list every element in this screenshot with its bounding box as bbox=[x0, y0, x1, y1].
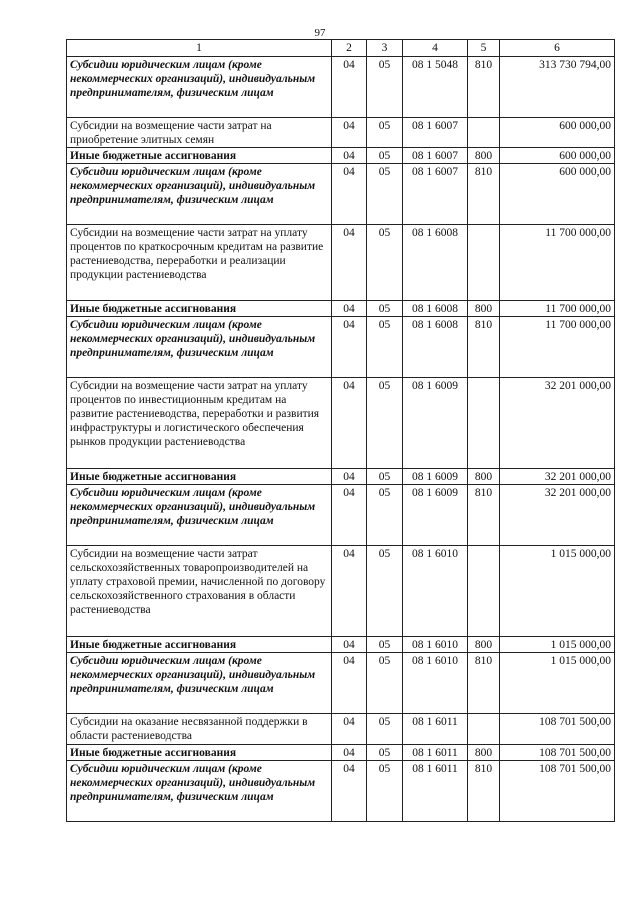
row-name-cell: Субсидии на возмещение части затрат на уплату процентов по инвестиционным кредитам на развитие растениеводства, переработки и развития инфраструктуры и логистического обеспечения рынков продукции растениеводства bbox=[67, 378, 332, 469]
column-header: 5 bbox=[468, 40, 500, 57]
row-name-cell: Субсидии юридическим лицам (кроме некоммерческих организаций), индивидуальным предпринимателям, физическим лицам bbox=[67, 317, 332, 378]
row-section-cell: 04 bbox=[332, 546, 367, 637]
row-expense-type-cell: 810 bbox=[468, 164, 500, 225]
row-name-cell: Субсидии на возмещение части затрат на приобретение элитных семян bbox=[67, 118, 332, 148]
row-expense-type-cell bbox=[468, 118, 500, 148]
row-target-code-cell: 08 1 6010 bbox=[403, 637, 468, 653]
column-header: 3 bbox=[367, 40, 403, 57]
row-target-code-cell: 08 1 6007 bbox=[403, 118, 468, 148]
row-target-code-cell: 08 1 6007 bbox=[403, 148, 468, 164]
row-section-cell: 04 bbox=[332, 745, 367, 761]
row-name-cell: Субсидии на оказание несвязанной поддержки в области растениеводства bbox=[67, 714, 332, 745]
row-amount-cell: 1 015 000,00 bbox=[500, 546, 615, 637]
row-expense-type-cell: 810 bbox=[468, 653, 500, 714]
row-name-cell: Субсидии юридическим лицам (кроме некоммерческих организаций), индивидуальным предпринимателям, физическим лицам bbox=[67, 164, 332, 225]
table-row bbox=[67, 148, 615, 164]
row-expense-type-cell: 800 bbox=[468, 745, 500, 761]
row-section-cell: 04 bbox=[332, 637, 367, 653]
row-name-cell: Субсидии юридическим лицам (кроме некоммерческих организаций), индивидуальным предпринимателям, физическим лицам bbox=[67, 653, 332, 714]
row-amount-cell: 32 201 000,00 bbox=[500, 378, 615, 469]
table-row bbox=[67, 57, 615, 118]
row-subsection-cell: 05 bbox=[367, 469, 403, 485]
row-amount-cell: 313 730 794,00 bbox=[500, 57, 615, 118]
row-subsection-cell: 05 bbox=[367, 546, 403, 637]
row-section-cell: 04 bbox=[332, 317, 367, 378]
row-amount-cell: 32 201 000,00 bbox=[500, 485, 615, 546]
row-subsection-cell: 05 bbox=[367, 118, 403, 148]
row-subsection-cell: 05 bbox=[367, 714, 403, 745]
row-section-cell: 04 bbox=[332, 57, 367, 118]
row-expense-type-cell: 810 bbox=[468, 761, 500, 822]
page-number: 97 bbox=[314, 27, 326, 39]
row-target-code-cell: 08 1 6011 bbox=[403, 714, 468, 745]
table-row bbox=[67, 714, 615, 745]
row-amount-cell: 1 015 000,00 bbox=[500, 637, 615, 653]
table-row bbox=[67, 225, 615, 301]
table-row bbox=[67, 378, 615, 469]
table-row bbox=[67, 317, 615, 378]
row-target-code-cell: 08 1 6009 bbox=[403, 485, 468, 546]
row-amount-cell: 600 000,00 bbox=[500, 164, 615, 225]
row-name-cell: Иные бюджетные ассигнования bbox=[67, 469, 332, 485]
row-name-cell: Субсидии юридическим лицам (кроме некоммерческих организаций), индивидуальным предпринимателям, физическим лицам bbox=[67, 761, 332, 822]
row-amount-cell: 1 015 000,00 bbox=[500, 653, 615, 714]
row-section-cell: 04 bbox=[332, 469, 367, 485]
row-amount-cell: 600 000,00 bbox=[500, 118, 615, 148]
row-amount-cell: 108 701 500,00 bbox=[500, 761, 615, 822]
row-subsection-cell: 05 bbox=[367, 164, 403, 225]
column-header: 4 bbox=[403, 40, 468, 57]
row-section-cell: 04 bbox=[332, 761, 367, 822]
row-amount-cell: 600 000,00 bbox=[500, 148, 615, 164]
row-name-cell: Иные бюджетные ассигнования bbox=[67, 637, 332, 653]
row-name-cell: Субсидии юридическим лицам (кроме некоммерческих организаций), индивидуальным предпринимателям, физическим лицам bbox=[67, 485, 332, 546]
row-subsection-cell: 05 bbox=[367, 485, 403, 546]
row-expense-type-cell: 800 bbox=[468, 148, 500, 164]
row-target-code-cell: 08 1 6010 bbox=[403, 653, 468, 714]
row-amount-cell: 108 701 500,00 bbox=[500, 714, 615, 745]
row-amount-cell: 11 700 000,00 bbox=[500, 225, 615, 301]
row-target-code-cell: 08 1 6007 bbox=[403, 164, 468, 225]
table-row bbox=[67, 546, 615, 637]
row-target-code-cell: 08 1 6011 bbox=[403, 761, 468, 822]
row-name-cell: Субсидии юридическим лицам (кроме некоммерческих организаций), индивидуальным предпринимателям, физическим лицам bbox=[67, 57, 332, 118]
row-subsection-cell: 05 bbox=[367, 57, 403, 118]
column-header: 2 bbox=[332, 40, 367, 57]
row-section-cell: 04 bbox=[332, 118, 367, 148]
row-expense-type-cell bbox=[468, 714, 500, 745]
table-row bbox=[67, 637, 615, 653]
row-section-cell: 04 bbox=[332, 378, 367, 469]
table-row bbox=[67, 118, 615, 148]
row-expense-type-cell: 800 bbox=[468, 469, 500, 485]
table-row bbox=[67, 745, 615, 761]
row-target-code-cell: 08 1 5048 bbox=[403, 57, 468, 118]
row-expense-type-cell bbox=[468, 378, 500, 469]
row-subsection-cell: 05 bbox=[367, 301, 403, 317]
row-target-code-cell: 08 1 6009 bbox=[403, 469, 468, 485]
row-subsection-cell: 05 bbox=[367, 378, 403, 469]
row-section-cell: 04 bbox=[332, 225, 367, 301]
row-name-cell: Субсидии на возмещение части затрат на уплату процентов по краткосрочным кредитам на развитие растениеводства, переработки и реализации продукции растениеводства bbox=[67, 225, 332, 301]
column-number-row bbox=[67, 40, 615, 57]
row-amount-cell: 11 700 000,00 bbox=[500, 301, 615, 317]
row-amount-cell: 11 700 000,00 bbox=[500, 317, 615, 378]
table-body bbox=[67, 57, 615, 822]
row-expense-type-cell: 800 bbox=[468, 301, 500, 317]
row-expense-type-cell: 810 bbox=[468, 317, 500, 378]
row-section-cell: 04 bbox=[332, 714, 367, 745]
row-target-code-cell: 08 1 6008 bbox=[403, 301, 468, 317]
row-subsection-cell: 05 bbox=[367, 745, 403, 761]
row-section-cell: 04 bbox=[332, 653, 367, 714]
column-header: 6 bbox=[500, 40, 615, 57]
table-row bbox=[67, 653, 615, 714]
row-target-code-cell: 08 1 6008 bbox=[403, 225, 468, 301]
row-target-code-cell: 08 1 6008 bbox=[403, 317, 468, 378]
row-subsection-cell: 05 bbox=[367, 637, 403, 653]
table-row bbox=[67, 164, 615, 225]
row-amount-cell: 32 201 000,00 bbox=[500, 469, 615, 485]
row-subsection-cell: 05 bbox=[367, 761, 403, 822]
row-subsection-cell: 05 bbox=[367, 317, 403, 378]
column-header: 1 bbox=[67, 40, 332, 57]
row-section-cell: 04 bbox=[332, 485, 367, 546]
table-row bbox=[67, 485, 615, 546]
row-name-cell: Субсидии на возмещение части затрат сельскохозяйственных товаропроизводителей на уплату страховой премии, начисленной по договору сельскохозяйственного страхования в области растениеводства bbox=[67, 546, 332, 637]
row-section-cell: 04 bbox=[332, 164, 367, 225]
row-name-cell: Иные бюджетные ассигнования bbox=[67, 148, 332, 164]
row-name-cell: Иные бюджетные ассигнования bbox=[67, 745, 332, 761]
row-expense-type-cell: 800 bbox=[468, 637, 500, 653]
table-row bbox=[67, 469, 615, 485]
row-target-code-cell: 08 1 6011 bbox=[403, 745, 468, 761]
row-subsection-cell: 05 bbox=[367, 148, 403, 164]
row-section-cell: 04 bbox=[332, 301, 367, 317]
row-expense-type-cell: 810 bbox=[468, 485, 500, 546]
table-row bbox=[67, 761, 615, 822]
row-expense-type-cell bbox=[468, 225, 500, 301]
row-name-cell: Иные бюджетные ассигнования bbox=[67, 301, 332, 317]
budget-table bbox=[66, 39, 615, 822]
row-target-code-cell: 08 1 6010 bbox=[403, 546, 468, 637]
row-subsection-cell: 05 bbox=[367, 225, 403, 301]
row-expense-type-cell bbox=[468, 546, 500, 637]
row-section-cell: 04 bbox=[332, 148, 367, 164]
table-row bbox=[67, 301, 615, 317]
row-expense-type-cell: 810 bbox=[468, 57, 500, 118]
row-target-code-cell: 08 1 6009 bbox=[403, 378, 468, 469]
row-subsection-cell: 05 bbox=[367, 653, 403, 714]
row-amount-cell: 108 701 500,00 bbox=[500, 745, 615, 761]
